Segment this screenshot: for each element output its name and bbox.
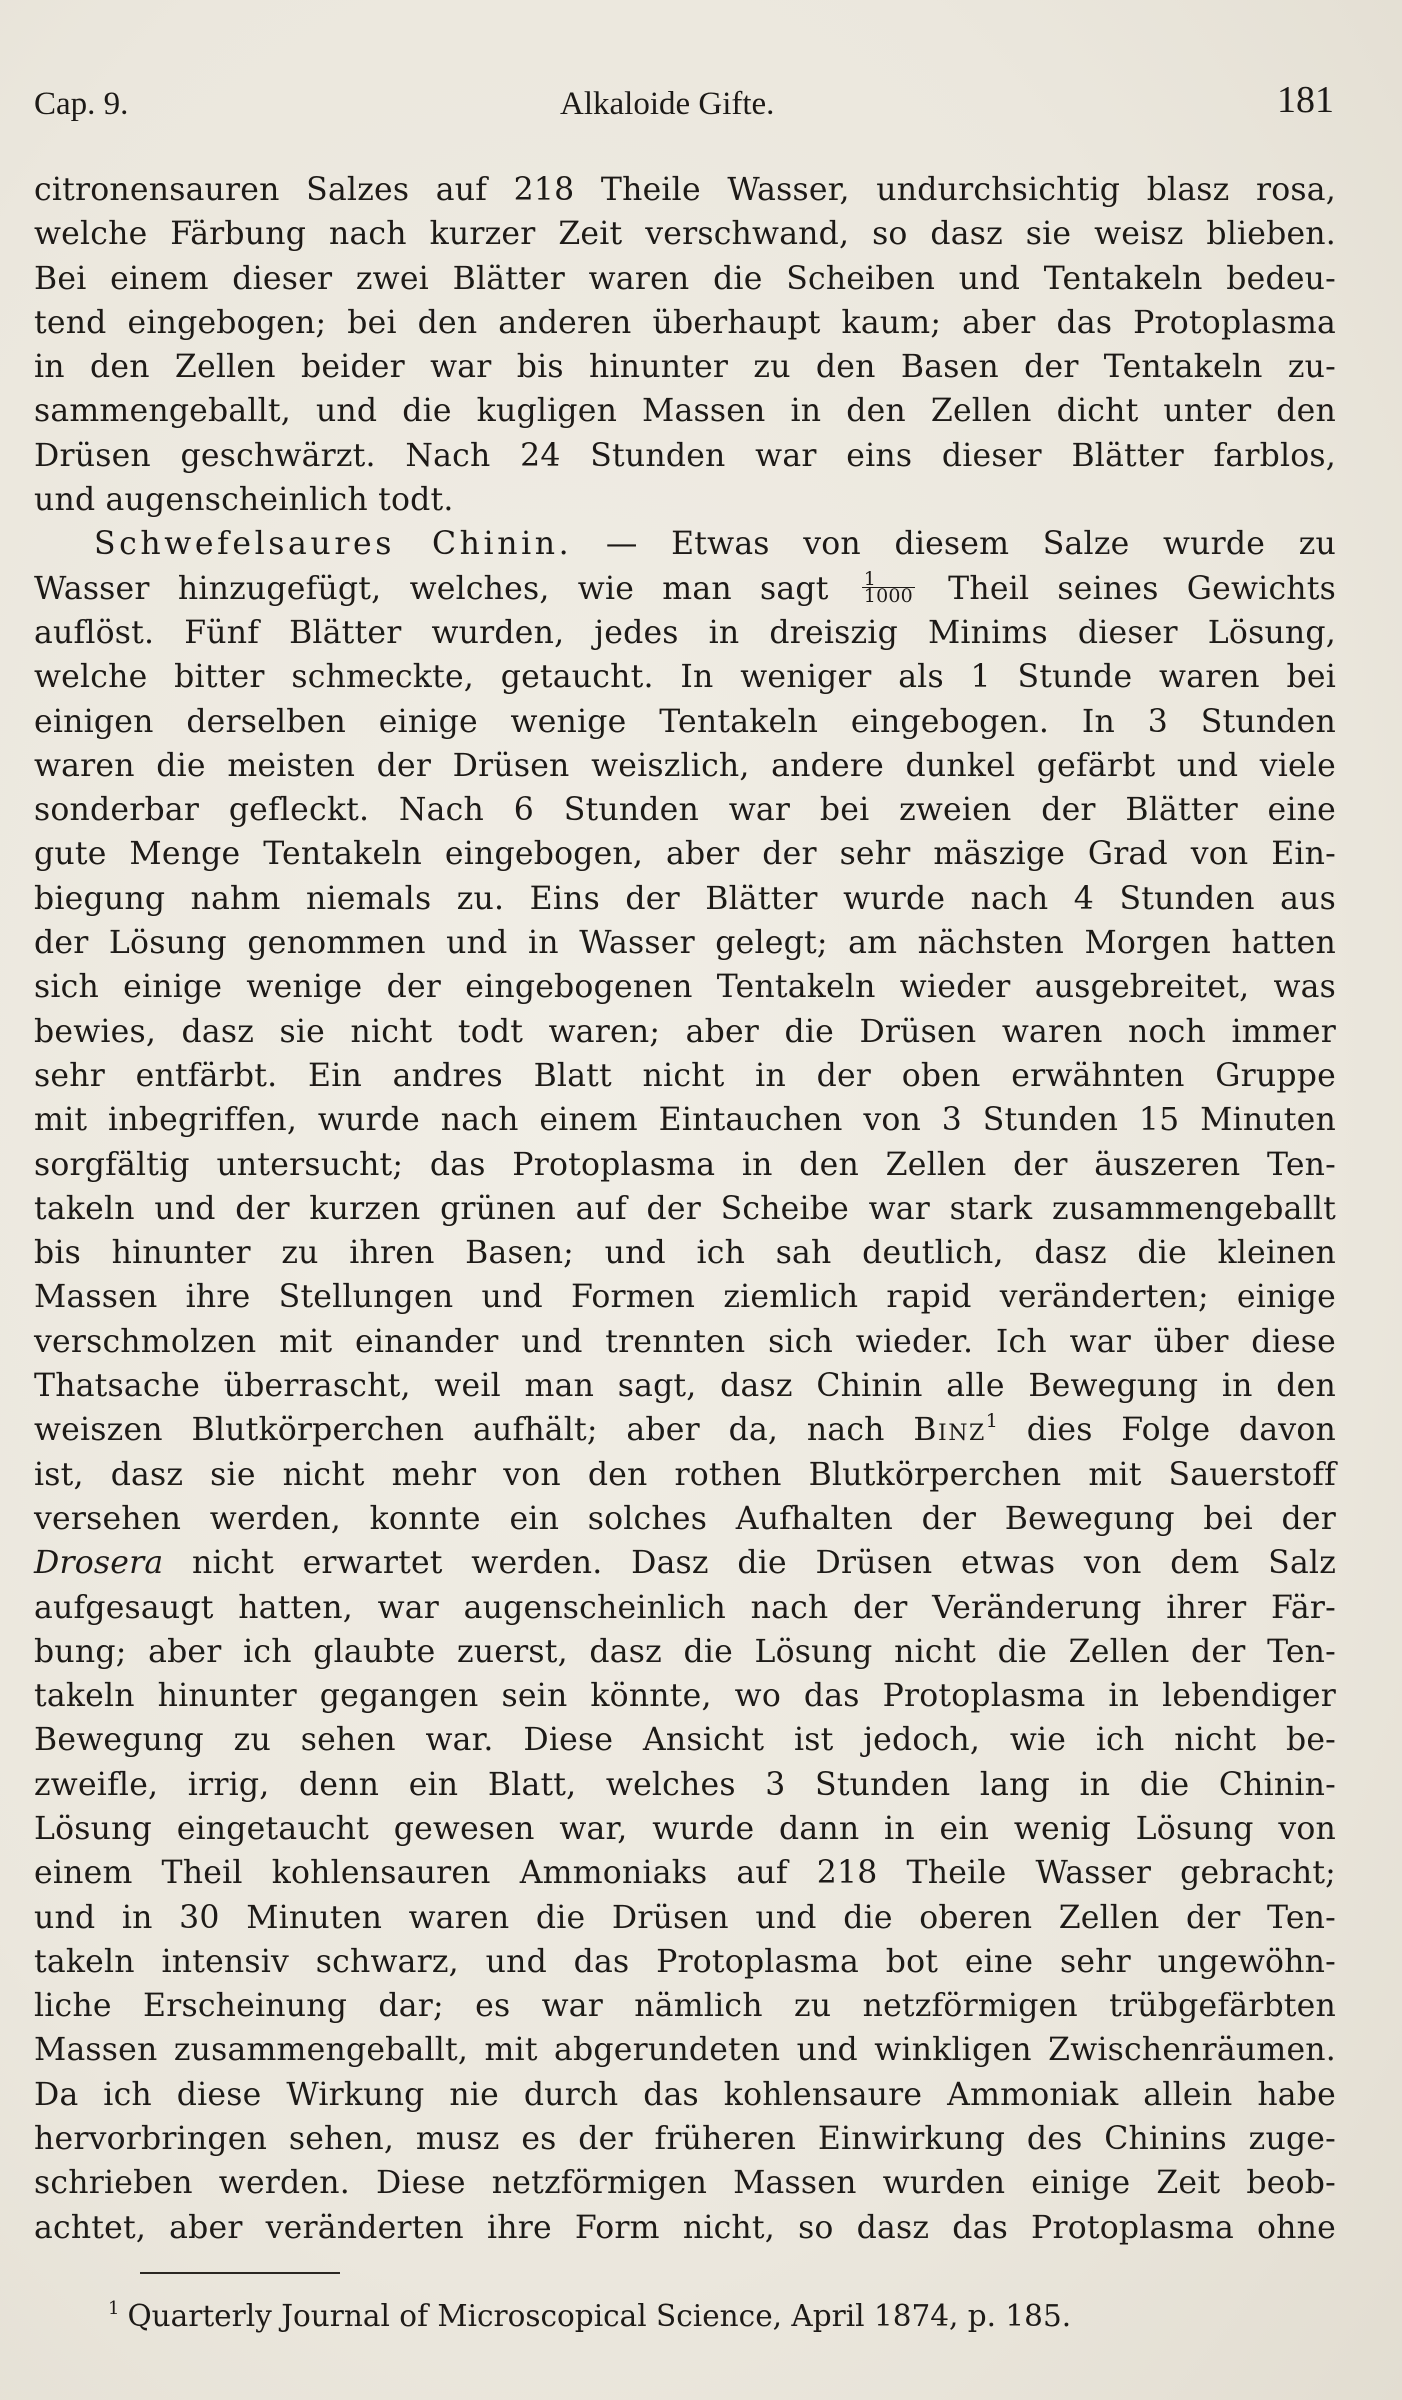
text-line: sorgfältig untersucht; das Protoplasma in den Zellen der äuszeren Ten- xyxy=(34,1146,1336,1183)
text-line: zweifle, irrig, denn ein Blatt, welches 3 Stunden lang in die Chinin- xyxy=(34,1766,1336,1803)
running-header xyxy=(34,78,1334,128)
footnote-marker: 1 xyxy=(108,2298,120,2319)
fraction xyxy=(862,567,915,607)
text-line: und augenscheinlich todt. xyxy=(34,482,454,519)
text-line: tend eingebogen; bei den anderen überhaupt kaum; aber das Protoplasma xyxy=(34,304,1336,341)
fraction-numerator: 1 xyxy=(862,571,915,588)
paragraph-start-line xyxy=(34,522,1336,566)
text-line: achtet, aber veränderten ihre Form nicht, so dasz das Protoplasma ohne xyxy=(34,2209,1336,2246)
text-span: nicht erwartet werden. Dasz die Drüsen etwas von dem Salz xyxy=(163,1545,1336,1582)
text-line: bewies, dasz sie nicht todt waren; aber die Drüsen waren noch immer xyxy=(34,1013,1336,1050)
text-line: gute Menge Tentakeln eingebogen, aber der sehr mäszige Grad von Ein- xyxy=(34,836,1336,873)
text-line: schrieben werden. Diese netzförmigen Massen wurden einige Zeit beob- xyxy=(34,2165,1336,2202)
genus-name: Drosera xyxy=(34,1545,164,1582)
text-line: und in 30 Minuten waren die Drüsen und die oberen Zellen der Ten- xyxy=(34,1899,1336,1936)
footnote-text: Quarterly Journal of Microscopical Science, April 1874, p. 185. xyxy=(127,2299,1072,2333)
text-line: takeln hinunter gegangen sein könnte, wo das Protoplasma in lebendiger xyxy=(34,1678,1336,1715)
section-term: Schwefelsaures Chinin. xyxy=(94,526,573,563)
text-line: Bewegung zu sehen war. Diese Ansicht ist jedoch, wie ich nicht be- xyxy=(34,1722,1336,1759)
text-line xyxy=(34,567,1336,611)
page-number: 181 xyxy=(1277,79,1334,121)
text-line: takeln intensiv schwarz, und das Protoplasma bot eine sehr ungewöhn- xyxy=(34,1943,1336,1980)
text-line: biegung nahm niemals zu. Eins der Blätter wurde nach 4 Stunden aus xyxy=(34,880,1336,917)
text-line: citronensauren Salzes auf 218 Theile Wasser, undurchsichtig blasz rosa, xyxy=(34,172,1336,208)
text-line: Massen ihre Stellungen und Formen ziemlich rapid veränderten; einige xyxy=(34,1279,1336,1316)
text-span: dies Folge davon xyxy=(998,1412,1336,1449)
text-line: welche bitter schmeckte, getaucht. In weniger als 1 Stunde waren bei xyxy=(34,659,1336,696)
text-line: verschmolzen mit einander und trennten sich wieder. Ich war über diese xyxy=(34,1323,1336,1360)
text-line: sammengeballt, und die kugligen Massen in den Zellen dicht unter den xyxy=(34,393,1336,430)
text-line: in den Zellen beider war bis hinunter zu den Basen der Tentakeln zu- xyxy=(34,349,1336,386)
text-line: einem Theil kohlensauren Ammoniaks auf 218 Theile Wasser gebracht; xyxy=(34,1855,1336,1892)
text-line xyxy=(34,1541,1336,1585)
author-name: Binz xyxy=(913,1412,986,1449)
text-line: Massen zusammengeballt, mit abgerundeten und winkligen Zwischenräumen. xyxy=(34,2032,1336,2069)
text-line: auflöst. Fünf Blätter wurden, jedes in dreiszig Minims dieser Lösung, xyxy=(34,614,1336,651)
running-title: Alkaloide Gifte. xyxy=(560,86,775,122)
text-line: takeln und der kurzen grünen auf der Scheibe war stark zusammengeballt xyxy=(34,1190,1336,1227)
text-line: waren die meisten der Drüsen weiszlich, andere dunkel gefärbt und viele xyxy=(34,747,1336,784)
text-line: der Lösung genommen und in Wasser gelegt; am nächsten Morgen hatten xyxy=(34,925,1336,962)
text-line: versehen werden, konnte ein solches Aufhalten der Bewegung bei der xyxy=(34,1500,1336,1537)
text-line: ist, dasz sie nicht mehr von den rothen Blutkörperchen mit Sauerstoff xyxy=(34,1456,1336,1493)
text-line: Da ich diese Wirkung nie durch das kohlensaure Ammoniak allein habe xyxy=(34,2076,1336,2113)
text-line: Thatsache überrascht, weil man sagt, dasz Chinin alle Bewegung in den xyxy=(34,1368,1336,1405)
text-line: welche Färbung nach kurzer Zeit verschwand, so dasz sie weisz blieben. xyxy=(34,216,1336,253)
text-line xyxy=(34,1408,1336,1452)
text-line: Drüsen geschwärzt. Nach 24 Stunden war eins dieser Blätter farblos, xyxy=(34,437,1336,474)
text-line: Lösung eingetaucht gewesen war, wurde dann in ein wenig Lösung von xyxy=(34,1810,1336,1847)
text-line: aufgesaugt hatten, war augenscheinlich nach der Veränderung ihrer Fär- xyxy=(34,1589,1336,1626)
text-line: bung; aber ich glaubte zuerst, dasz die Lösung nicht die Zellen der Ten- xyxy=(34,1633,1336,1670)
text-line: sehr entfärbt. Ein andres Blatt nicht in der oben erwähnten Gruppe xyxy=(34,1057,1336,1094)
text-line: sonderbar gefleckt. Nach 6 Stunden war bei zweien der Blätter eine xyxy=(34,792,1336,829)
text-line: liche Erscheinung dar; es war nämlich zu netzförmigen trübgefärbten xyxy=(34,1988,1336,2025)
text-span: Wasser hinzugefügt, welches, wie man sagt xyxy=(34,570,829,607)
text-line: mit inbegriffen, wurde nach einem Eintauchen von 3 Stunden 15 Minuten xyxy=(34,1102,1336,1139)
text-line: Bei einem dieser zwei Blätter waren die Scheiben und Tentakeln bedeu- xyxy=(34,260,1336,297)
text-span: weiszen Blutkörperchen aufhält; aber da, nach xyxy=(34,1412,885,1449)
fraction-denominator: 1000 xyxy=(863,584,913,607)
footnote-divider xyxy=(140,2272,340,2274)
footnote xyxy=(108,2296,1308,2336)
text-line: sich einige wenige der eingebogenen Tentakeln wieder ausgebreitet, was xyxy=(34,969,1336,1006)
text-span: — Etwas von diesem Salze wurde zu xyxy=(572,526,1336,563)
footnote-reference[interactable]: 1 xyxy=(985,1410,999,1433)
body-text xyxy=(34,168,1336,2250)
chapter-label: Cap. 9. xyxy=(34,86,129,122)
text-line: hervorbringen sehen, musz es der früheren Einwirkung des Chinins zuge- xyxy=(34,2121,1336,2158)
text-line: bis hinunter zu ihren Basen; und ich sah deutlich, dasz die kleinen xyxy=(34,1235,1336,1272)
text-line: einigen derselben einige wenige Tentakeln eingebogen. In 3 Stunden xyxy=(34,703,1336,740)
text-span: Theil seines Gewichts xyxy=(948,570,1336,607)
